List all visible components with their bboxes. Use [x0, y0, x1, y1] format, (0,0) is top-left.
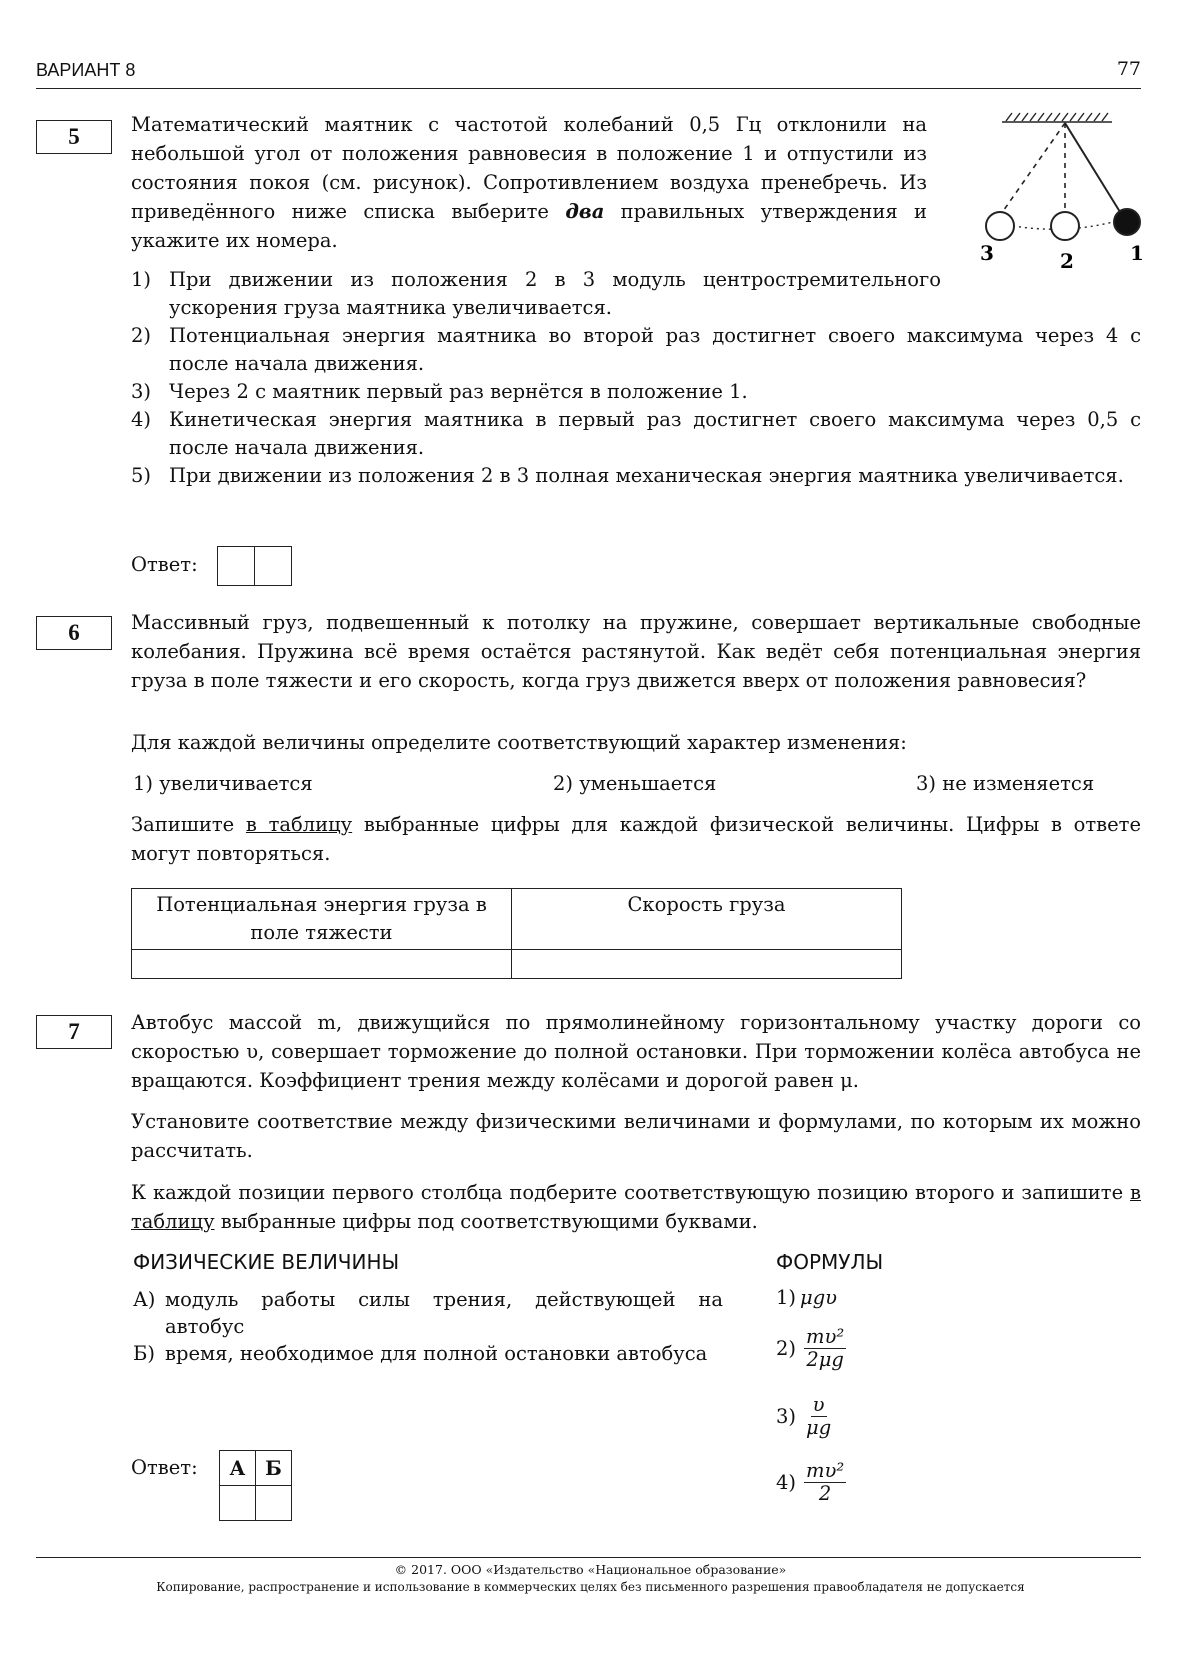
string-position-3 [1001, 123, 1065, 214]
task-5-number: 5 [36, 120, 112, 154]
bob-position-2 [1051, 212, 1079, 240]
answer-cell-a[interactable] [220, 1486, 256, 1521]
quantities-heading: ФИЗИЧЕСКИЕ ВЕЛИЧИНЫ [133, 1250, 400, 1274]
answer-col-b: Б [256, 1451, 292, 1486]
task-6-instruction: Для каждой величины определите соответствующий характер изменения: [131, 731, 907, 754]
page-number: 77 [1116, 58, 1141, 80]
page-header [36, 58, 1141, 89]
formula-3: 3) $\frac{\upsilon}{\mu g}$ [776, 1393, 832, 1439]
answer-cell-potential[interactable] [132, 950, 512, 979]
task-7-instruction: Установите соответствие между физическими величинами и формулами, по которым их можно рассчитать. [131, 1110, 1141, 1162]
table-link: в таблицу [131, 1181, 1141, 1233]
option-1: 1) При движении из положения 2 в 3 модуль центростремительного ускорения груза маятника увеличивается. [131, 268, 941, 319]
choice-2: 2) уменьшается [553, 772, 717, 795]
ceiling-hatch [1002, 113, 1112, 122]
label-1: 1 [1130, 241, 1144, 265]
formula-2: 2) $\frac{\text{mυ²}}{2\mu g}$ [776, 1325, 845, 1371]
variant-label: ВАРИАНТ 8 [36, 60, 136, 80]
pendulum-figure [960, 108, 1150, 278]
label-3: 3 [980, 241, 994, 265]
task-7-statement: Автобус массой m, движущийся по прямолинейному горизонтальному участку дороги со скоростью υ, совершает торможение до полной остановки. При торможении колёса автобуса не вращаются. Коэффициент трения между колёсами и дорогой равен μ. [131, 1011, 1141, 1092]
task-5-text-before: Математический маятник с частотой колебаний 0,5 Гц отклонили на небольшой угол от положения равновесия в положение 1 и отпустили из состояния покоя (см. рисунок). Сопротивлением воздуха пренебречь. Из приведённого ниже списка выберите [131, 113, 927, 223]
task-7-answer-label: Ответ: [131, 1456, 198, 1479]
task-7-write-instruction: К каждой позиции первого столбца подберите соответствующую позицию второго и запишите в таблицу выбранные цифры под соответствующими буквами. [131, 1181, 1141, 1233]
formulas-heading: ФОРМУЛЫ [776, 1250, 884, 1274]
answer-cell[interactable] [218, 547, 254, 585]
answer-cell-speed[interactable] [512, 950, 902, 979]
task-5-statement [131, 110, 927, 255]
header-speed: Скорость груза [512, 889, 902, 950]
answer-cell[interactable] [254, 547, 291, 585]
option-5: 5) При движении из положения 2 в 3 полная механическая энергия маятника увеличивается. [131, 464, 1124, 487]
formula-1: 1) μgυ [776, 1286, 838, 1309]
choice-3: 3) не изменяется [916, 772, 1095, 795]
footer-divider [36, 1557, 1141, 1558]
task-5-options [131, 266, 1141, 490]
task-7-answer-table [219, 1450, 292, 1521]
task-5-emphasis: два [565, 200, 605, 223]
option-4: 4) Кинетическая энергия маятника в первый раз достигнет своего максимума через 0,5 с после начала движения. [131, 408, 1141, 459]
bob-position-1 [1114, 209, 1140, 235]
task-6-write-instruction: Запишите в таблицу выбранные цифры для каждой физической величины. Цифры в ответе могут повторяться. [131, 813, 1142, 865]
option-3: 3) Через 2 с маятник первый раз вернётся в положение 1. [131, 380, 748, 403]
answer-col-a: А [220, 1451, 256, 1486]
quantities-list [133, 1286, 723, 1367]
task-6-statement: Массивный груз, подвешенный к потолку на пружине, совершает вертикальные свободные колебания. Пружина всё время остаётся растянутой. Как ведёт себя потенциальная энергия груза в поле тяжести и его скорость, когда груз движется вверх от положения равновесия? [131, 611, 1141, 692]
task-7-number: 7 [36, 1015, 112, 1049]
quantity-b: Б) время, необходимое для полной остановки автобуса [133, 1342, 708, 1365]
task-6-number: 6 [36, 616, 112, 650]
string-position-1 [1065, 123, 1125, 220]
option-2: 2) Потенциальная энергия маятника во второй раз достигнет своего максимума через 4 с после начала движения. [131, 324, 1141, 375]
copyright-notice: Копирование, распространение и использование в коммерческих целях без письменного разрешения правообладателя не допускается [156, 1580, 1025, 1594]
task-6-answer-table [131, 888, 902, 979]
task-5-answer-label: Ответ: [131, 553, 198, 576]
formula-4: 4) $\frac{\text{mυ²}}{2}$ [776, 1459, 845, 1505]
bob-position-3 [986, 212, 1014, 240]
task-5-answer-box[interactable] [217, 546, 292, 586]
copyright: © 2017. ООО «Издательство «Национальное образование» [394, 1562, 787, 1577]
task-5-text-after: правильных утверждения и укажите их номера. [131, 200, 928, 252]
choice-1: 1) увеличивается [133, 772, 313, 795]
answer-cell-b[interactable] [256, 1486, 292, 1521]
table-link: в таблицу [245, 813, 353, 836]
header-potential-energy: Потенциальная энергия груза в поле тяжести [132, 889, 512, 950]
label-2: 2 [1060, 249, 1074, 273]
quantity-a: А) модуль работы силы трения, действующей на автобус [133, 1288, 723, 1338]
